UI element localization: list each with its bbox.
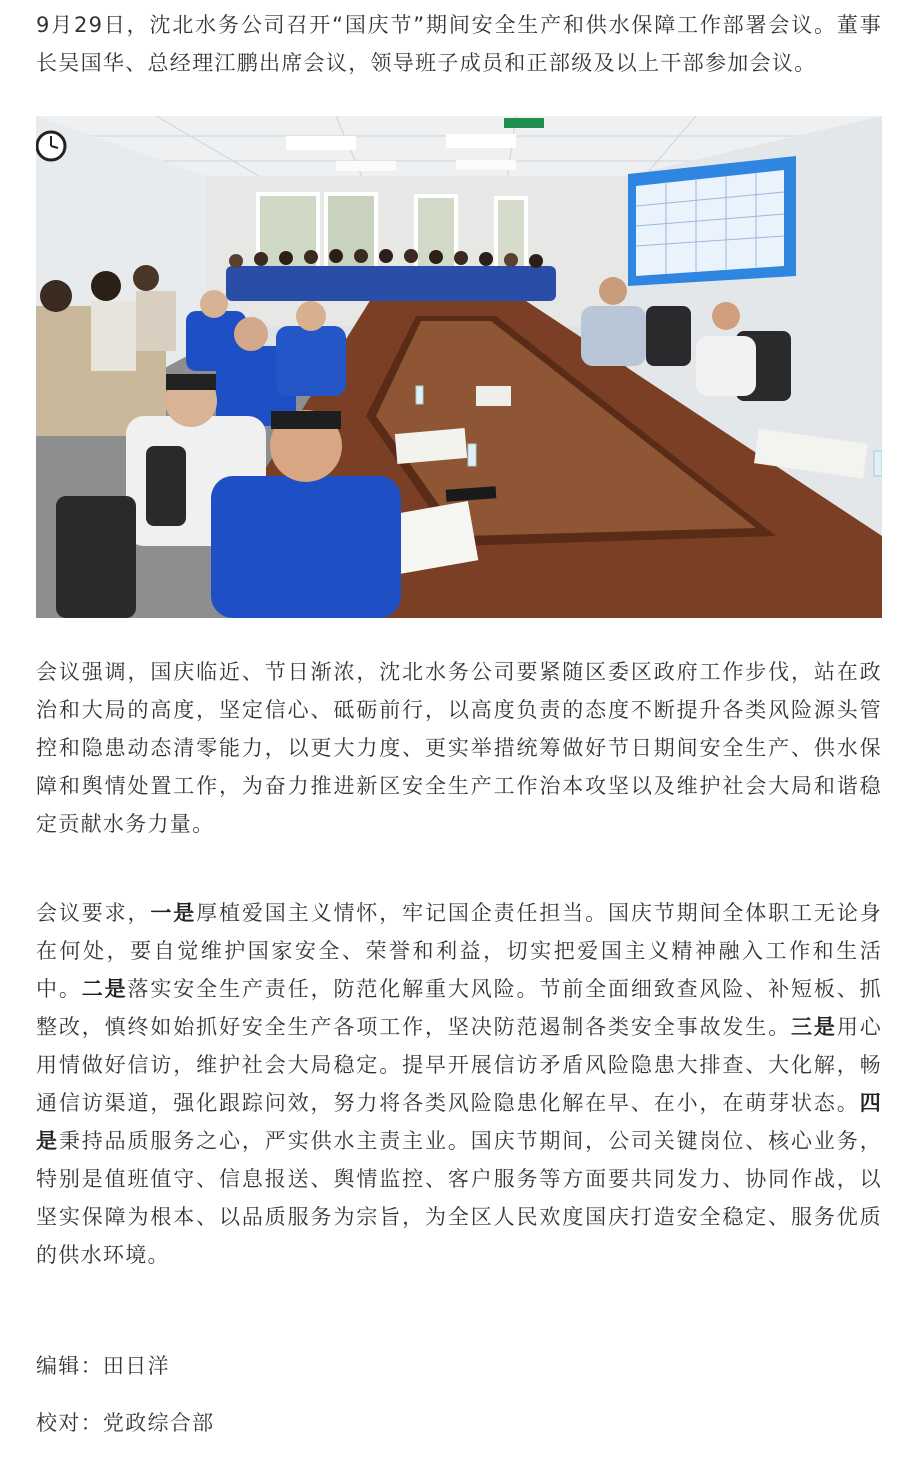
requirements-paragraph bbox=[36, 894, 882, 1274]
point-one-text: 厚植爱国主义情怀，牢记国企责任担当。国庆节期间全体职工无论身在何处，要自觉维护国家安全、荣誉和利益，切实把爱国主义精神融入工作和生活中。 bbox=[36, 901, 882, 1001]
requirements-lead: 会议要求， bbox=[36, 901, 151, 925]
point-two-label: 二是 bbox=[81, 977, 128, 1001]
point-two-text: 落实安全生产责任，防范化解重大风险。节前全面细致查风险、补短板、抓整改，慎终如始抓好安全生产各项工作，坚决防范遏制各类安全事故发生。 bbox=[36, 977, 882, 1039]
point-three-text: 用心用情做好信访，维护社会大局稳定。提早开展信访矛盾风险隐患大排查、大化解，畅通信访渠道，强化跟踪问效，努力将各类风险隐患化解在早、在小，在萌芽状态。 bbox=[36, 1015, 882, 1115]
proofreader-credit: 校对：党政综合部 bbox=[36, 1411, 215, 1435]
emphasis-paragraph: 会议强调，国庆临近、节日渐浓，沈北水务公司要紧随区委区政府工作步伐，站在政治和大局的高度，坚定信心、砥砺前行，以高度负责的态度不断提升各类风险源头管控和隐患动态清零能力，以更大力度、更实举措统筹做好节日期间安全生产、供水保障和舆情处置工作，为奋力推进新区安全生产工作治本攻坚以及维护社会大局和谐稳定贡献水务力量。 bbox=[36, 660, 882, 836]
point-three-label: 三是 bbox=[791, 1015, 837, 1039]
meeting-photo bbox=[36, 116, 882, 618]
point-four-text: 秉持品质服务之心，严实供水主责主业。国庆节期间，公司关键岗位、核心业务，特别是值班值守、信息报送、舆情监控、客户服务等方面要共同发力、协同作战，以坚实保障为根本、以品质服务为宗旨，为全区人民欢度国庆打造安全稳定、服务优质的供水环境。 bbox=[36, 1129, 882, 1267]
editor-credit: 编辑：田日洋 bbox=[36, 1354, 170, 1378]
point-one-label: 一是 bbox=[150, 901, 197, 925]
intro-paragraph: 9月29日，沈北水务公司召开“国庆节”期间安全生产和供水保障工作部署会议。董事长吴国华、总经理江鹏出席会议，领导班子成员和正部级及以上干部参加会议。 bbox=[36, 13, 882, 75]
point-four-label: 四是 bbox=[36, 1091, 882, 1153]
